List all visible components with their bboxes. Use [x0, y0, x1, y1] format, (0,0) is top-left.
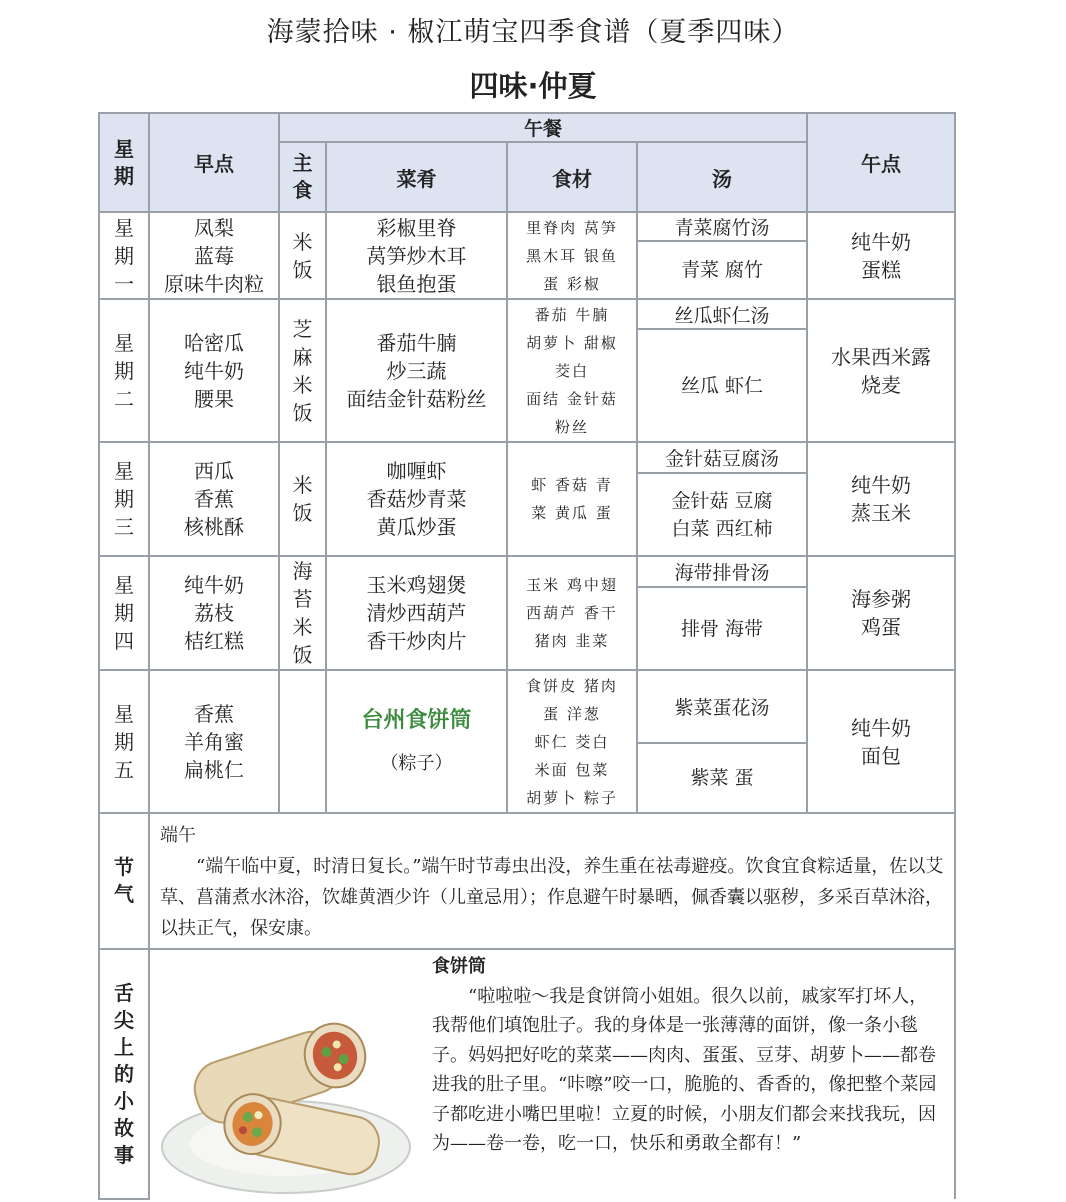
page-title: 海蒙拾味 · 椒江萌宝四季食谱（夏季四味）: [266, 17, 800, 48]
weekday-cell: [99, 299, 149, 442]
soup-name: 紫菜蛋花汤: [674, 697, 770, 719]
dish-item: 炒三蔬: [386, 358, 447, 383]
ingredient-line: 玉米 鸡中翅: [526, 576, 618, 594]
snack-cell: [807, 556, 955, 670]
snack-item: 纯牛奶: [851, 473, 912, 497]
soup-name-cell: [637, 212, 807, 241]
weekday-label: 星期三: [114, 459, 134, 539]
story-heading: 食饼筒: [432, 956, 486, 977]
soup-ingredients-cell: [637, 241, 807, 299]
dish-item: 玉米鸡翅煲: [366, 573, 467, 597]
ingredients-cell: [507, 212, 637, 299]
staple-cell: [279, 442, 326, 556]
ingredients-cell: [507, 670, 637, 813]
ingredient-line: 蛋 洋葱: [543, 704, 601, 723]
ingredient-line: 猪肉 韭菜: [534, 632, 610, 650]
ingredient-line: 黑木耳 银鱼: [526, 246, 618, 265]
dish-item: 彩椒里脊: [376, 215, 457, 240]
ingredients-cell: [507, 556, 637, 670]
soup-name: 青菜腐竹汤: [674, 217, 770, 239]
dish-item: 番茄牛腩: [376, 330, 457, 355]
staple-label: 米饭: [292, 229, 313, 282]
breakfast-cell: [149, 299, 279, 442]
weekday-cell: [99, 212, 149, 299]
story-text-block: [432, 952, 944, 1159]
snack-cell: [807, 670, 955, 813]
breakfast-item: 荔枝: [194, 601, 234, 625]
weekday-cell: [99, 442, 149, 556]
breakfast-cell: [149, 670, 279, 813]
soup-name-cell: [637, 442, 807, 473]
snack-item: 鸡蛋: [861, 615, 902, 639]
snack-cell: [807, 212, 955, 299]
header-staple: 主食: [279, 142, 326, 212]
header-ingredients: 食材: [507, 142, 637, 212]
soup-ingredients-cell: [637, 329, 807, 442]
soup-ingredients: 金针菇 豆腐 白菜 西红柿: [671, 489, 773, 540]
breakfast-item: 香蕉: [194, 701, 234, 726]
ingredient-line: 胡萝卜 甜椒: [526, 333, 618, 352]
soup-ingredients-cell: [637, 473, 807, 556]
soup-name: 金针菇豆腐汤: [665, 448, 780, 470]
soup-ingredients: 青菜 腐竹: [680, 259, 764, 281]
weekday-cell: [99, 556, 149, 670]
staple-cell: [279, 299, 326, 442]
breakfast-item: 核桃酥: [184, 515, 244, 539]
soup-ingredients-cell: [637, 587, 807, 670]
breakfast-item: 扁桃仁: [184, 757, 244, 782]
breakfast-item: 凤梨: [194, 215, 234, 240]
ingredients-cell: [507, 299, 637, 442]
soup-name-cell: [637, 299, 807, 329]
breakfast-item: 羊角蜜: [184, 729, 244, 754]
snack-item: 水果西米露: [831, 344, 932, 369]
menu-table: [98, 112, 956, 1200]
soup-name: 丝瓜虾仁汤: [674, 304, 770, 327]
snack-item: 海参粥: [851, 587, 912, 611]
soup-ingredients: 丝瓜 虾仁: [680, 374, 764, 397]
staple-label: 芝麻米饭: [292, 316, 313, 425]
weekday-label: 星期四: [114, 573, 134, 653]
breakfast-item: 原味牛肉粒: [164, 271, 264, 296]
snack-cell: [807, 299, 955, 442]
ingredient-line: 面结 金针菇: [526, 389, 618, 408]
dishes-cell: [326, 670, 507, 813]
page-subtitle: 四味·仲夏: [469, 69, 597, 103]
dishes-cell: [326, 212, 507, 299]
dishes-cell: [326, 442, 507, 556]
ingredient-line: 虾仁 茭白: [534, 732, 610, 751]
breakfast-cell: [149, 442, 279, 556]
breakfast-item: 桔红糕: [184, 629, 244, 653]
snack-item: 纯牛奶: [851, 229, 912, 254]
snack-item: 纯牛奶: [851, 715, 912, 740]
soup-name: 海带排骨汤: [674, 562, 770, 584]
header-dishes: 菜肴: [326, 142, 507, 212]
ingredient-line: 西葫芦 香干: [526, 604, 618, 622]
story-content: [149, 949, 955, 1199]
breakfast-item: 西瓜: [194, 459, 234, 483]
jieqi-text: “端午临中夏，时清日复长。”端午时节毒虫出没，养生重在祛毒避疫。饮食宜食粽适量，佐以艾草、菖蒲煮水沐浴，饮雄黄酒少许（儿童忌用）；作息避午时暴晒，佩香囊以驱秽，多采百草沐浴，以扶正气，保安康。: [160, 856, 944, 939]
staple-cell: [279, 556, 326, 670]
staple-label: 米饭: [292, 473, 313, 525]
ingredient-line: 菜 黄瓜 蛋: [531, 504, 613, 522]
ingredient-line: 虾 香菇 青: [531, 476, 613, 494]
header-breakfast: 早点: [149, 113, 279, 212]
dish-item: 面结金针菇粉丝: [346, 386, 487, 411]
breakfast-item: 纯牛奶: [184, 573, 244, 597]
special-note: （粽子）: [380, 752, 453, 774]
staple-label: 海苔米饭: [292, 559, 313, 667]
jieqi-heading: 端午: [160, 825, 196, 846]
ingredient-line: 粉丝: [554, 417, 589, 436]
jieqi-label: 节气: [99, 813, 149, 949]
snack-item: 面包: [861, 743, 902, 768]
weekday-label: 星期一: [114, 215, 134, 296]
dish-item: 香菇炒青菜: [366, 487, 467, 511]
soup-ingredients: 排骨 海带: [680, 617, 764, 640]
food-roll-illustration: [158, 1002, 420, 1202]
snack-item: 蒸玉米: [851, 501, 912, 525]
jieqi-content: [149, 813, 955, 949]
dish-item: 黄瓜炒蛋: [376, 515, 457, 539]
dishes-cell: [326, 556, 507, 670]
soup-ingredients: 紫菜 蛋: [690, 767, 754, 789]
dish-item: 银鱼抱蛋: [376, 271, 457, 296]
weekday-cell: [99, 670, 149, 813]
soup-ingredients-cell: [637, 743, 807, 813]
ingredients-cell: [507, 442, 637, 556]
ingredient-line: 食饼皮 猪肉: [526, 676, 618, 695]
breakfast-item: 腰果: [194, 386, 234, 411]
special-dish: 台州食饼筒: [361, 706, 472, 733]
breakfast-cell: [149, 212, 279, 299]
snack-item: 蛋糕: [861, 257, 902, 282]
story-label: 舌尖上的小故事: [99, 949, 149, 1199]
dish-item: 咖喱虾: [386, 459, 447, 483]
staple-cell: [279, 670, 326, 813]
weekday-label: 星期五: [114, 701, 134, 782]
story-text: “啦啦啦～我是食饼筒小姐姐。很久以前，戚家军打坏人，我帮他们填饱肚子。我的身体是一张薄薄的面饼，像一条小毯子。妈妈把好吃的菜菜——肉肉、蛋蛋、豆芽、胡萝卜——都卷进我的肚子里。“咔嚓”咬一口，脆脆的、香香的，像把整个菜园子都吃进小嘴巴里啦！立夏的时候，小朋友们都会来找我玩，因为——卷一卷，吃一口，快乐和勇敢全都有！”: [432, 985, 937, 1154]
breakfast-cell: [149, 556, 279, 670]
header-lunch: 午餐: [279, 113, 807, 142]
breakfast-item: 香蕉: [194, 487, 234, 511]
header-snack: 午点: [807, 113, 955, 212]
snack-item: 烧麦: [861, 372, 902, 397]
dish-item: 清炒西葫芦: [366, 601, 467, 625]
breakfast-item: 哈密瓜: [184, 330, 244, 355]
dishes-cell: [326, 299, 507, 442]
breakfast-item: 纯牛奶: [184, 358, 244, 383]
ingredient-line: 米面 包菜: [534, 760, 610, 779]
soup-name-cell: [637, 556, 807, 587]
header-weekday: 星期: [99, 113, 149, 212]
staple-cell: [279, 212, 326, 299]
ingredient-line: 胡萝卜 粽子: [526, 788, 618, 807]
dish-item: 香干炒肉片: [366, 629, 467, 653]
header-soup: 汤: [637, 142, 807, 212]
breakfast-item: 蓝莓: [194, 243, 234, 268]
ingredient-line: 茭白: [554, 361, 589, 380]
soup-name-cell: [637, 670, 807, 743]
ingredient-line: 番茄 牛腩: [534, 305, 610, 324]
dish-item: 莴笋炒木耳: [366, 243, 467, 268]
snack-cell: [807, 442, 955, 556]
ingredient-line: 蛋 彩椒: [543, 274, 601, 293]
ingredient-line: 里脊肉 莴笋: [526, 218, 618, 237]
weekday-label: 星期二: [114, 330, 134, 411]
